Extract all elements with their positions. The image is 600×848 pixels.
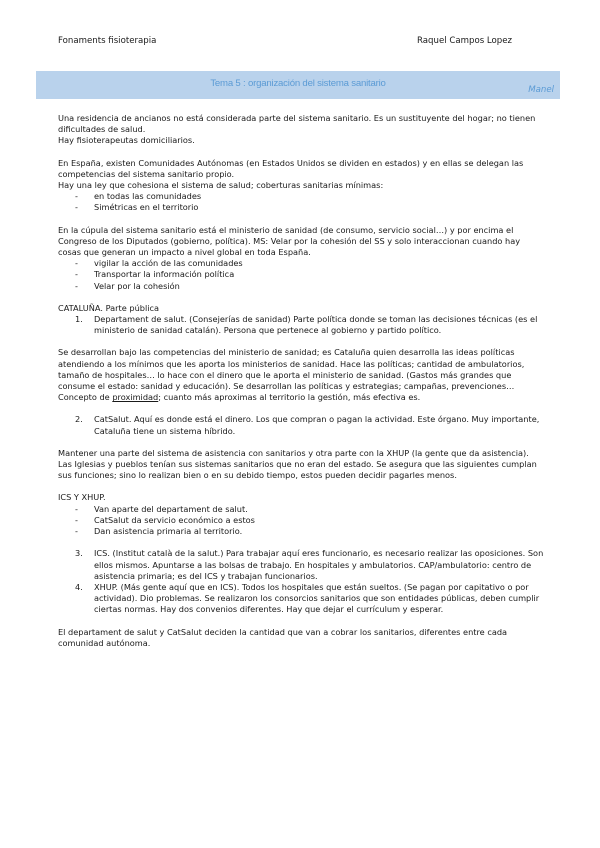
author-tag: Manel: [528, 85, 554, 95]
section-heading: ICS Y XHUP.: [58, 492, 106, 503]
underlined-term: proximidad: [112, 392, 159, 403]
list-item: - Velar por la cohesión: [58, 281, 544, 292]
numbered-item: [58, 314, 544, 336]
paragraph: Hay una ley que cohesiona el sistema de salud; coberturas sanitarias mínimas:: [58, 180, 384, 191]
numbered-item: [58, 548, 544, 582]
list-item: - CatSalut da servicio económico a estos: [58, 515, 544, 526]
bullet-list: [58, 258, 544, 292]
paragraph: En España, existen Comunidades Autónomas (en Estados Unidos se dividen en estados) y en ellas se delegan las competencias del sistema sanitario propio.: [58, 157, 524, 179]
list-item: - en todas las comunidades: [58, 191, 544, 202]
paragraph: Una residencia de ancianos no está considerada parte del sistema sanitario. Es un sustituyente del hogar; no tienen dificultades de salud.: [58, 113, 536, 135]
list-item: - vigilar la acción de las comunidades: [58, 258, 544, 269]
paragraph: En la cúpula del sistema sanitario está el ministerio de sanidad (de consumo, servicio social…) y por encima el Congreso de los Diputados (gobierno, política). MS: Velar por la cohesión del SS y solo interaccionan cuando hay cosas que generan un impacto a nivel global en toda España.: [58, 224, 521, 258]
header-right: Raquel Campos Lopez: [417, 36, 513, 46]
item-number: 2.: [75, 414, 83, 425]
page-title: Tema 5 : organización del sistema sanitario: [210, 78, 386, 89]
numbered-item: [58, 582, 544, 616]
list-item: - Dan asistencia primaria al territorio.: [58, 526, 544, 537]
bullet-list: [58, 191, 544, 213]
paragraph: Se desarrollan bajo las competencias del ministerio de sanidad; es Cataluña quien desarrolla las ideas políticas atendiendo a los mínimos que les aporta los ministerios de sanidad. Hace las políticas; cantidad de ambulatorios, tamaño de hospitales… lo hace con el dinero que le aporta el ministerio de sanidad. (Gastos más grandes que consume el estado: sanidad y educación). Se desarrollan las políticas y estrategias; campañas, prevenciones… Concepto de proximidad; cuanto más aproximas al territorio la gestión, más efectiva es.: [58, 347, 525, 403]
list-item: - Van aparte del departament de salut.: [58, 504, 544, 515]
list-item: - Simétricas en el territorio: [58, 202, 544, 213]
bullet-list: [58, 504, 544, 538]
item-number: 1.: [75, 314, 83, 325]
paragraph: Mantener una parte del sistema de asistencia con sanitarios y otra parte con la XHUP (la gente que da asistencia). Las Iglesias y pueblos tenían sus sistemas sanitarios que no eran del estado. Se asegura que las siguientes cumplan sus funciones; sino lo realizan bien o en su debido tiempo, estos pueden decidir pagarles menos.: [58, 447, 537, 481]
section-heading: CATALUÑA. Parte pública: [58, 302, 160, 313]
item-text: ICS. (Institut català de la salut.) Para trabajar aquí eres funcionario, es necesario realizar las oposiciones. Son ellos mismos. Apuntarse a las bolsas de trabajo. En hospitales y ambulatorios. CAP/ambulatorio: centro de asistencia primaria; es del ICS y trabajan funcionarios.: [94, 548, 544, 581]
item-text: CatSalut. Aquí es donde está el dinero. Los que compran o pagan la actividad. Este órgano. Muy importante, Cataluña tiene un sistema híbrido.: [94, 414, 540, 436]
document-body: [58, 113, 544, 649]
item-text: Departament de salut. (Consejerías de sanidad) Parte política donde se toman las decisiones técnicas (es el ministerio de sanidad catalán). Persona que pertenece al gobierno y partido político.: [94, 314, 538, 336]
paragraph: El departament de salut y CatSalut deciden la cantidad que van a cobrar los sanitarios, diferentes entre cada comunidad autónoma.: [58, 626, 508, 648]
title-banner: [36, 71, 560, 99]
paragraph: Hay fisioterapeutas domiciliarios.: [58, 135, 195, 146]
item-number: 4.: [75, 581, 83, 592]
header-left: Fonaments fisioterapia: [58, 36, 157, 46]
item-text: XHUP. (Más gente aquí que en ICS). Todos los hospitales que están sueltos. (Se pagan por capitativo o por actividad). Dio problemas. Se realizaron los consorcios sanitarios que son entidades públicas, deben cumplir ciertas normas. Hay dos convenios diferentes. Hay que dejar el currículum y esperar.: [94, 581, 540, 615]
list-item: - Transportar la información política: [58, 269, 544, 280]
item-number: 3.: [75, 548, 83, 559]
numbered-item: [58, 414, 544, 436]
